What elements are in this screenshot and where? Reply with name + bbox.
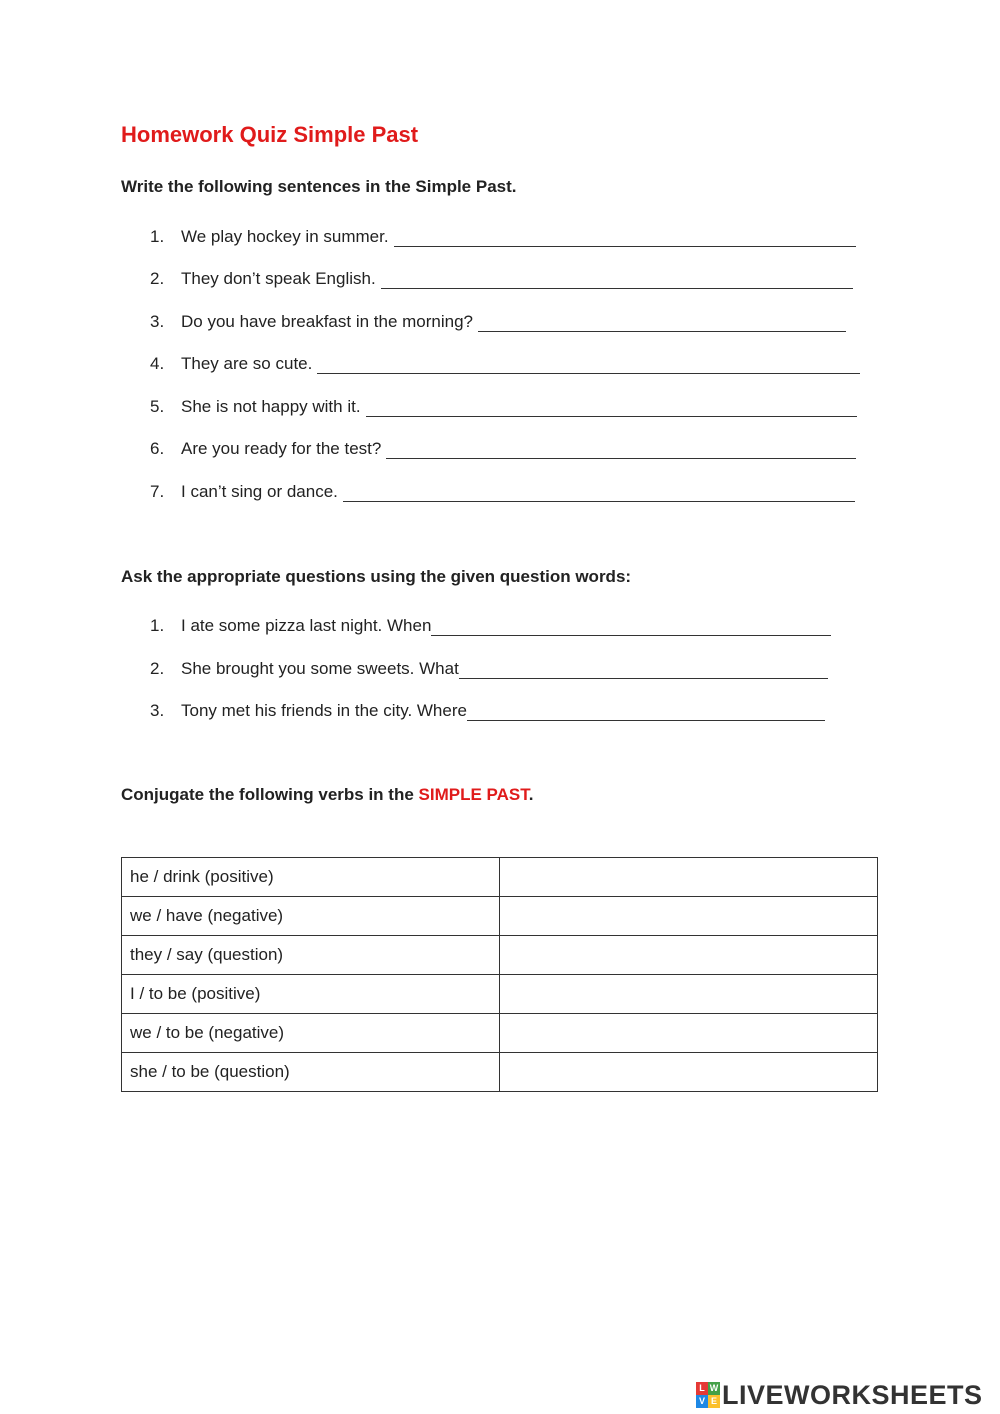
item-number: 4. [150, 354, 165, 373]
table-row [122, 858, 878, 897]
item-text: Do you have breakfast in the morning? [181, 312, 474, 331]
item-text: They don’t speak English. [181, 269, 376, 288]
item-number: 2. [150, 269, 165, 288]
answer-blank[interactable] [467, 701, 825, 721]
item-text: I ate some pizza last night. When [181, 616, 432, 635]
verb-prompt: I / to be (positive) [122, 975, 500, 1014]
list-item [150, 266, 853, 290]
table-row [122, 975, 878, 1014]
answer-cell[interactable] [499, 858, 877, 897]
item-text: She is not happy with it. [181, 397, 361, 416]
answer-cell[interactable] [499, 1014, 877, 1053]
logo-letter: V [696, 1395, 708, 1408]
logo-letter: L [696, 1382, 708, 1395]
answer-cell[interactable] [499, 936, 877, 975]
list-item [150, 656, 828, 680]
answer-cell[interactable] [499, 975, 877, 1014]
item-number: 7. [150, 482, 165, 501]
item-number: 6. [150, 439, 165, 458]
list-item [150, 613, 831, 637]
answer-blank[interactable] [343, 482, 855, 502]
section2-heading: Ask the appropriate questions using the given question words: [121, 567, 632, 586]
list-item [150, 436, 856, 460]
table-row [122, 1053, 878, 1092]
answer-blank[interactable] [459, 659, 828, 679]
list-item [150, 309, 846, 333]
answer-blank[interactable] [317, 354, 860, 374]
answer-blank[interactable] [386, 439, 856, 459]
brand-text: LIVEWORKSHEETS [722, 1380, 983, 1410]
list-item [150, 394, 857, 418]
item-number: 1. [150, 227, 165, 246]
answer-blank[interactable] [366, 397, 857, 417]
liveworksheets-brand[interactable] [696, 1380, 983, 1410]
list-item [150, 224, 856, 248]
verb-prompt: we / to be (negative) [122, 1014, 500, 1053]
item-text: Are you ready for the test? [181, 439, 382, 458]
logo-letter: W [709, 1383, 719, 1393]
list-item [150, 698, 825, 722]
answer-blank[interactable] [431, 616, 831, 636]
item-text: They are so cute. [181, 354, 313, 373]
answer-blank[interactable] [478, 312, 846, 332]
item-text: I can’t sing or dance. [181, 482, 338, 501]
item-text: We play hockey in summer. [181, 227, 389, 246]
verb-prompt: she / to be (question) [122, 1053, 500, 1092]
item-number: 1. [150, 616, 165, 635]
table-row [122, 1014, 878, 1053]
page-title: Homework Quiz Simple Past [121, 122, 419, 147]
answer-blank[interactable] [394, 227, 856, 247]
heading-highlight: SIMPLE PAST [418, 785, 529, 804]
table-row [122, 897, 878, 936]
verb-prompt: he / drink (positive) [122, 858, 500, 897]
list-item [150, 351, 860, 375]
item-number: 2. [150, 659, 165, 678]
heading-prefix: Conjugate the following verbs in the [121, 785, 419, 804]
item-number: 5. [150, 397, 165, 416]
answer-cell[interactable] [499, 897, 877, 936]
logo-letter: E [708, 1395, 720, 1408]
verb-prompt: we / have (negative) [122, 897, 500, 936]
table-row [122, 936, 878, 975]
heading-suffix: . [528, 785, 534, 804]
answer-blank[interactable] [381, 269, 853, 289]
item-text: She brought you some sweets. What [181, 659, 459, 678]
liveworksheets-logo-icon [696, 1382, 720, 1408]
item-number: 3. [150, 701, 165, 720]
conjugation-table [121, 857, 878, 1092]
item-text: Tony met his friends in the city. Where [181, 701, 467, 720]
item-number: 3. [150, 312, 165, 331]
answer-cell[interactable] [499, 1053, 877, 1092]
section3-heading [121, 784, 533, 806]
section1-heading: Write the following sentences in the Simple Past. [121, 177, 517, 196]
verb-prompt: they / say (question) [122, 936, 500, 975]
list-item [150, 479, 855, 503]
